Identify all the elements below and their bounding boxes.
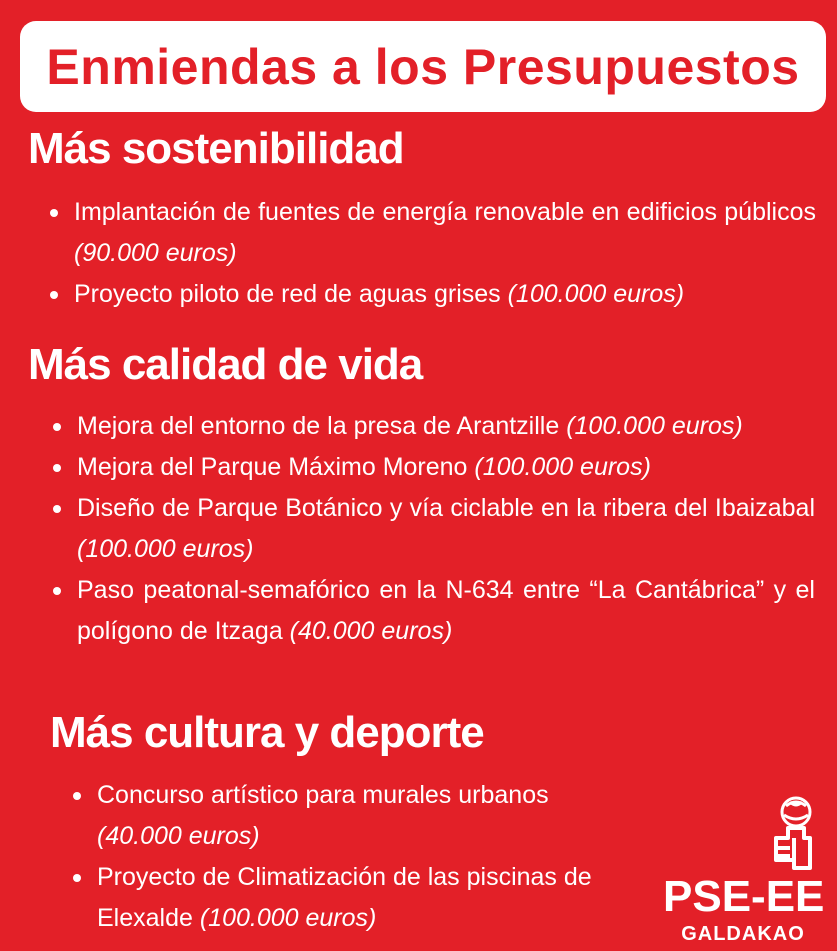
item-amount: (100.000 euros) bbox=[199, 904, 377, 932]
item-amount: (100.000 euros) bbox=[77, 535, 254, 563]
item-amount: (100.000 euros) bbox=[507, 280, 685, 308]
list-sostenibilidad bbox=[50, 192, 816, 315]
bullet-icon bbox=[53, 587, 61, 595]
list-cultura-y-deporte bbox=[73, 775, 633, 939]
logo-place: GALDAKAO bbox=[681, 923, 805, 945]
item-text: Concurso artístico para murales urbanos bbox=[97, 781, 549, 809]
list-item bbox=[53, 406, 815, 447]
rose-fist-icon bbox=[663, 790, 823, 880]
list-item bbox=[53, 447, 815, 488]
bullet-icon bbox=[50, 209, 58, 217]
list-item bbox=[73, 857, 633, 939]
bullet-icon bbox=[53, 505, 61, 513]
list-item bbox=[53, 488, 815, 570]
bullet-icon bbox=[53, 423, 61, 431]
page-title: Enmiendas a los Presupuestos bbox=[46, 38, 800, 95]
item-amount: (40.000 euros) bbox=[97, 822, 260, 850]
title-banner bbox=[20, 21, 826, 112]
bullet-icon bbox=[73, 874, 81, 882]
item-text: Paso peatonal-semafórico en la N-634 entre “La Cantábrica” y el polígono de Itzaga bbox=[77, 576, 815, 645]
item-text: Mejora del Parque Máximo Moreno bbox=[77, 453, 475, 481]
bullet-icon bbox=[53, 464, 61, 472]
item-amount: (40.000 euros) bbox=[289, 617, 453, 645]
item-text: Implantación de fuentes de energía renovable en edificios públicos bbox=[74, 198, 816, 226]
logo-name: PSE-EE bbox=[663, 872, 825, 921]
item-text: Proyecto piloto de red de aguas grises bbox=[74, 280, 508, 308]
list-item bbox=[50, 274, 816, 315]
item-text: Diseño de Parque Botánico y vía ciclable en la ribera del Ibaizabal bbox=[77, 494, 815, 522]
item-text: Proyecto de Climatización de las piscinas de Elexalde bbox=[97, 863, 592, 932]
list-item bbox=[73, 775, 633, 857]
bullet-icon bbox=[50, 291, 58, 299]
pse-ee-logo bbox=[663, 790, 823, 950]
list-item bbox=[50, 192, 816, 274]
item-text: Mejora del entorno de la presa de Arantzille bbox=[77, 412, 567, 440]
item-amount: (90.000 euros) bbox=[74, 239, 237, 267]
list-item bbox=[53, 570, 815, 652]
section-heading-cultura-y-deporte: Más cultura y deporte bbox=[50, 708, 484, 757]
item-amount: (100.000 euros) bbox=[566, 412, 743, 440]
section-heading-calidad-de-vida: Más calidad de vida bbox=[28, 340, 423, 389]
item-amount: (100.000 euros) bbox=[474, 453, 651, 481]
list-calidad-de-vida bbox=[53, 406, 815, 652]
bullet-icon bbox=[73, 792, 81, 800]
section-heading-sostenibilidad: Más sostenibilidad bbox=[28, 124, 404, 173]
